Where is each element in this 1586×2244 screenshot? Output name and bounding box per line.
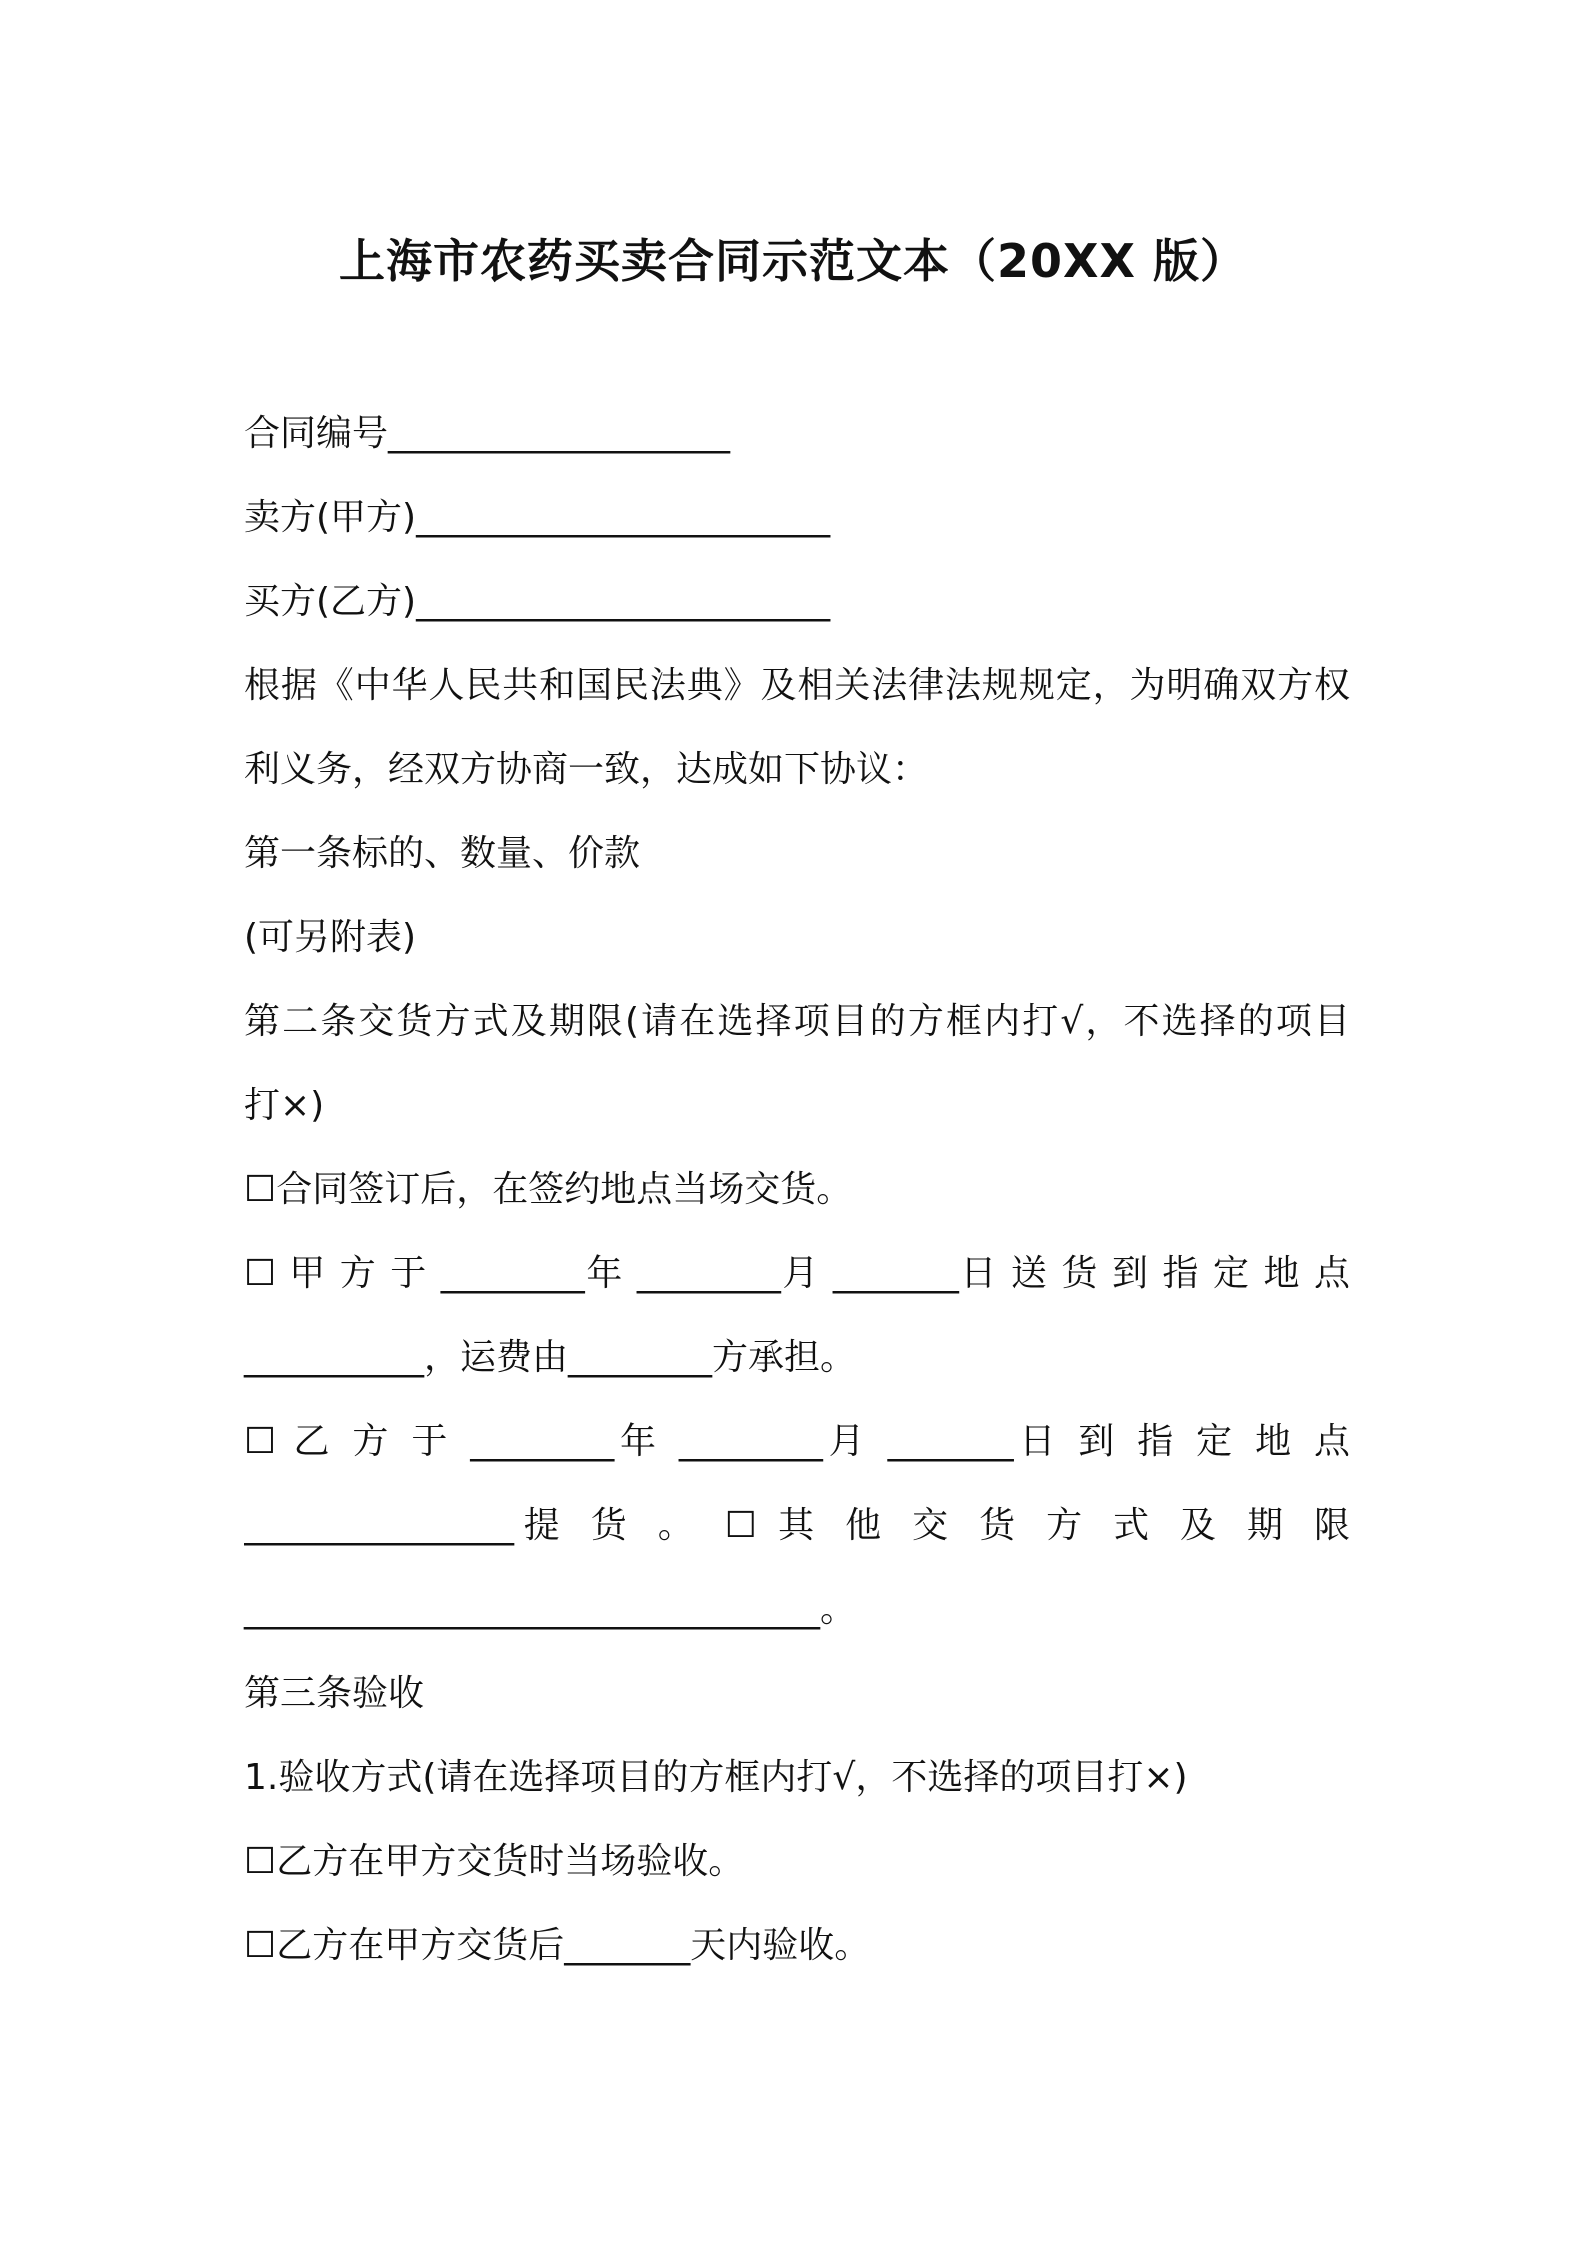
delivery-option-seller-delivers-line-1: ☐ 甲 方 于 ________年 ________月 _______日 送 货 到 指 定 地 点	[244, 1253, 1350, 1294]
seller-line: 卖方(甲方)_______________________	[244, 497, 831, 538]
delivery-option-buyer-pickup-line-2: _______________提 货 。 ☐ 其 他 交 货 方 式 及 期 限	[244, 1505, 1350, 1546]
contract-number-line: 合同编号___________________	[244, 413, 731, 454]
preamble-line-1: 根据《中华人民共和国民法典》及相关法律法规规定，为明确双方权	[244, 665, 1350, 706]
article-2-heading-line-1: 第二条交货方式及期限(请在选择项目的方框内打√，不选择的项目	[244, 1001, 1350, 1042]
delivery-option-other-line: ________________________________。	[244, 1589, 856, 1630]
inspection-option-onsite: ☐乙方在甲方交货时当场验收。	[244, 1841, 745, 1882]
article-1-note: (可另附表)	[244, 917, 417, 958]
article-1-heading: 第一条标的、数量、价款	[244, 833, 641, 874]
article-2-heading-line-2: 打×)	[244, 1085, 325, 1126]
inspection-option-within-days: ☐乙方在甲方交货后_______天内验收。	[244, 1925, 871, 1966]
delivery-option-onsite: ☐合同签订后，在签约地点当场交货。	[244, 1169, 853, 1210]
article-3-heading: 第三条验收	[244, 1673, 425, 1714]
delivery-option-buyer-pickup-line-1: ☐ 乙 方 于 ________年 ________月 _______日 到 指 定 地 点	[244, 1421, 1350, 1462]
document-title: 上海市农药买卖合同示范文本（20XX 版）	[339, 234, 1247, 288]
delivery-option-seller-delivers-line-2: __________，运费由________方承担。	[244, 1337, 857, 1378]
buyer-line: 买方(乙方)_______________________	[244, 581, 831, 622]
inspection-method-heading: 1.验收方式(请在选择项目的方框内打√，不选择的项目打×)	[244, 1757, 1188, 1798]
preamble-line-2: 利义务，经双方协商一致，达成如下协议：	[244, 749, 929, 790]
